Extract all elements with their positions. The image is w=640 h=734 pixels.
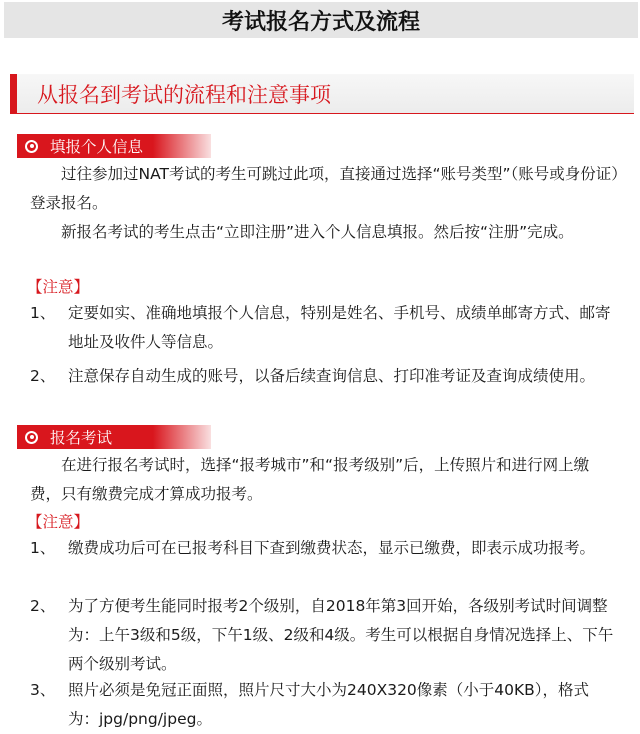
- list-item: [30, 676, 620, 734]
- band-personal-info: [17, 134, 211, 158]
- paragraph-register-exam: 在进行报名考试时，选择“报考城市”和“报考级别”后，上传照片和进行网上缴费，只有缴费完成才算成功报考。: [30, 456, 590, 503]
- notice-label: 【注意】: [27, 278, 90, 296]
- band-register-exam: [17, 425, 211, 449]
- item-text: 定要如实、准确地填报个人信息，特别是姓名、手机号、成绩单邮寄方式、邮寄地址及收件人等信息。: [68, 304, 611, 351]
- list-item: [30, 362, 620, 391]
- item-text: 注意保存自动生成的账号，以备后续查询信息、打印准考证及查询成绩使用。: [68, 367, 596, 385]
- item-number: 3、: [30, 681, 56, 699]
- page-title: 考试报名方式及流程: [4, 2, 638, 38]
- list-item: [30, 592, 620, 679]
- item-text: 为了方便考生能同时报考2个级别，自2018年第3回开始，各级别考试时间调整为：上午3级和5级，下午1级、2级和4级。考生可以根据自身情况选择上、下午两个级别考试。: [68, 597, 614, 673]
- notice-label: 【注意】: [27, 513, 90, 531]
- item-number: 2、: [30, 367, 56, 385]
- item-number: 1、: [30, 539, 56, 557]
- list-item: [30, 299, 620, 357]
- list-item: [30, 534, 620, 563]
- section-heading: 从报名到考试的流程和注意事项: [10, 74, 634, 114]
- double-circle-icon: [25, 431, 38, 444]
- band-register-exam-label: 报名考试: [50, 429, 113, 447]
- item-text: 照片必须是免冠正面照，照片尺寸大小为240X320像素（小于40KB），格式为：jpg/png/jpeg。: [68, 681, 590, 728]
- paragraph-returning-candidates: 过往参加过NAT考试的考生可跳过此项，直接通过选择“账号类型”（账号或身份证）登录报名。: [30, 165, 620, 212]
- band-personal-info-label: 填报个人信息: [50, 138, 144, 156]
- paragraph-new-candidates: 新报名考试的考生点击“立即注册”进入个人信息填报。然后按“注册”完成。: [61, 223, 574, 241]
- double-circle-icon: [25, 140, 38, 153]
- item-number: 1、: [30, 304, 56, 322]
- item-text: 缴费成功后可在已报考科目下查到缴费状态，显示已缴费，即表示成功报考。: [68, 539, 596, 557]
- item-number: 2、: [30, 597, 56, 615]
